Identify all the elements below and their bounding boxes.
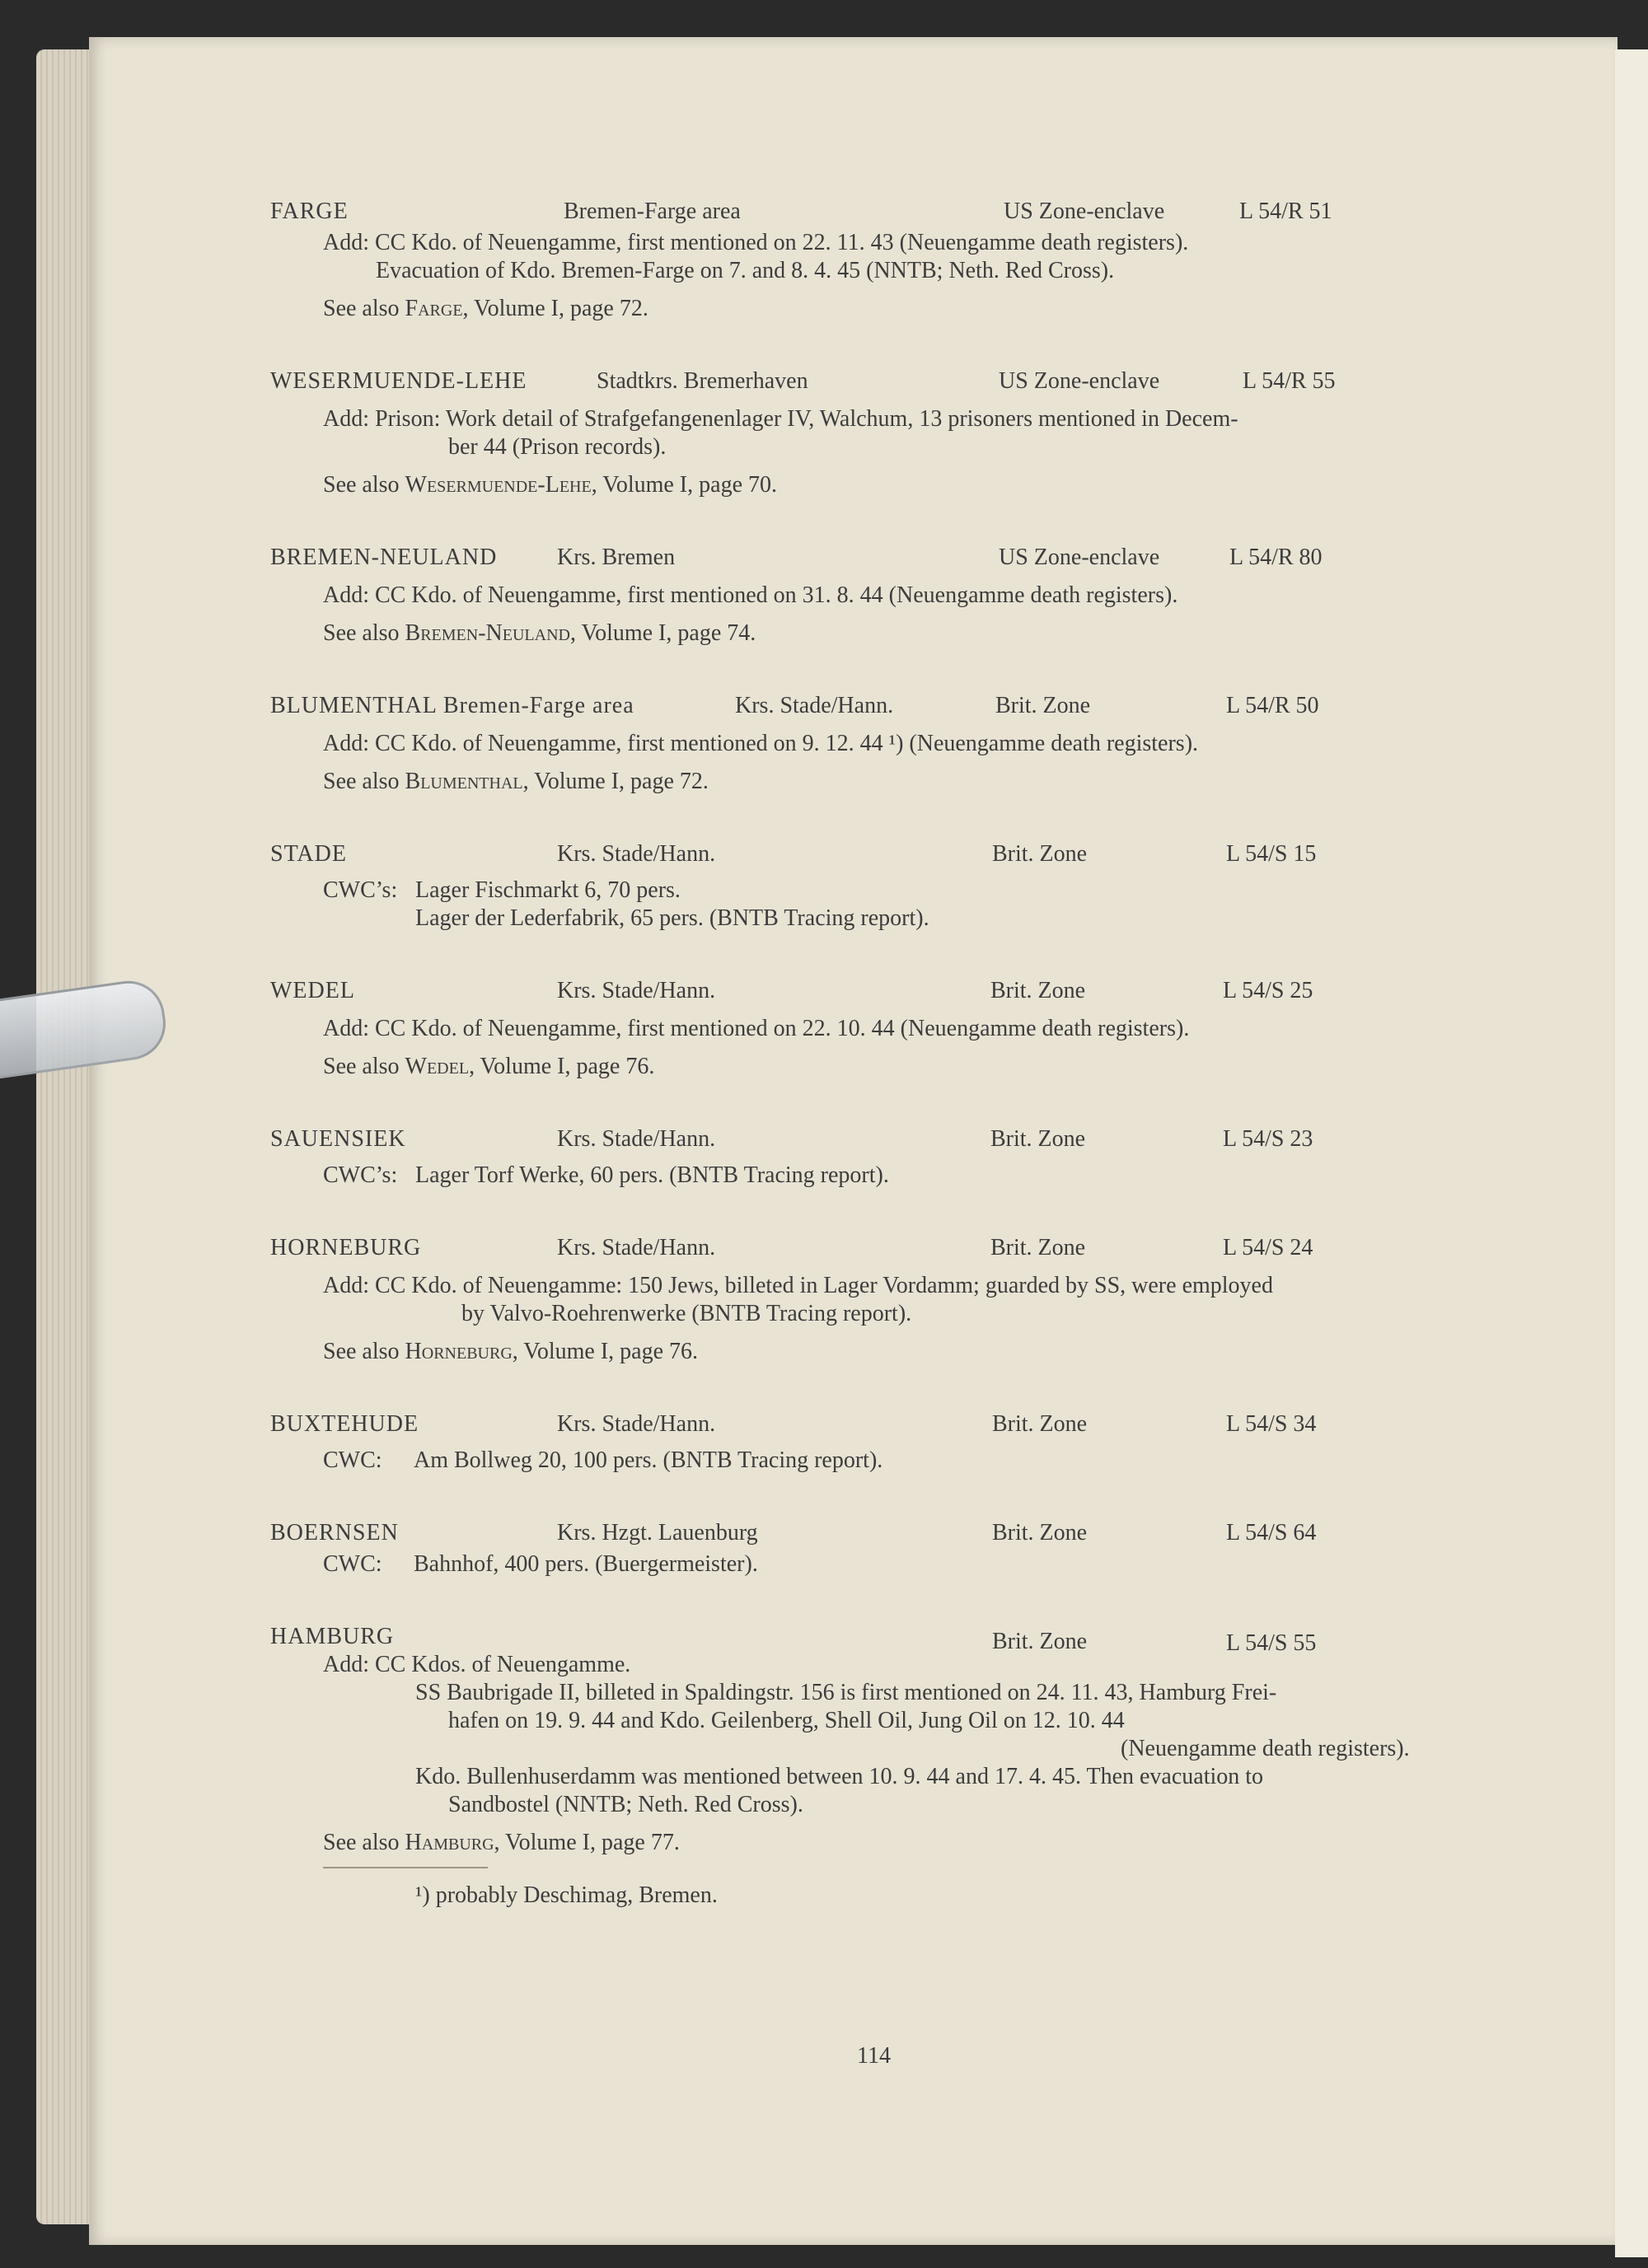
map-reference: L 54/R 55 <box>1243 368 1336 394</box>
see-also-place: Bremen-Neuland <box>405 620 570 646</box>
district: Krs. Stade/Hann. <box>557 1126 716 1152</box>
cwc-label: CWC: <box>323 1551 382 1577</box>
entry-farge <box>270 198 1506 323</box>
cwc-lines <box>415 877 929 933</box>
map-reference: L 54/S 64 <box>1226 1520 1317 1546</box>
see-also-place: Blumenthal <box>405 769 523 794</box>
see-also-place: Wedel <box>405 1054 470 1079</box>
see-also-reference: , Volume I, page 72. <box>462 296 648 321</box>
see-also-place: Farge <box>405 296 463 321</box>
see-also <box>323 1829 1506 1857</box>
addition-continuation: by Valvo-Roehrenwerke (BNTB Tracing report). <box>461 1301 912 1326</box>
district: Krs. Stade/Hann. <box>557 1235 716 1260</box>
addition-text: Add: CC Kdo. of Neuengamme, first mentioned on 22. 10. 44 (Neuengamme death registers). <box>323 1016 1190 1041</box>
zone: US Zone-enclave <box>999 368 1160 394</box>
addition-continuation: Evacuation of Kdo. Bremen-Farge on 7. and 8. 4. 45 (NNTB; Neth. Red Cross). <box>376 258 1115 283</box>
map-reference: L 54/R 50 <box>1226 693 1319 718</box>
zone: Brit. Zone <box>990 1126 1086 1152</box>
zone: Brit. Zone <box>995 693 1091 718</box>
see-also-place: Hamburg <box>405 1830 494 1855</box>
district: Krs. Stade/Hann. <box>735 693 894 718</box>
place-name: SAUENSIEK <box>270 1126 406 1152</box>
entry-header <box>270 367 1506 399</box>
see-also-place: Horneburg <box>405 1339 513 1364</box>
cwc-label: CWC’s: <box>323 877 398 903</box>
district: Bremen-Farge area <box>564 199 741 224</box>
map-reference: L 54/R 80 <box>1229 545 1323 570</box>
cwc-block <box>323 1550 1506 1578</box>
entry-wesermuende-lehe <box>270 367 1506 499</box>
see-also-prefix: See also <box>323 769 405 794</box>
cwc-lines <box>414 1550 758 1578</box>
see-also-prefix: See also <box>323 620 405 646</box>
footnote-rule <box>323 1867 488 1868</box>
place-name: HAMBURG <box>270 1624 395 1649</box>
zone: US Zone-enclave <box>999 545 1160 570</box>
district: Krs. Stade/Hann. <box>557 841 716 867</box>
cwc-block <box>323 877 1506 933</box>
see-also <box>323 471 1506 499</box>
entry-buxtehude <box>270 1410 1506 1475</box>
map-reference: L 54/S 25 <box>1223 978 1313 1003</box>
place-name: WESERMUENDE-LEHE <box>270 368 527 394</box>
entry-header <box>270 977 1506 1008</box>
map-reference: L 54/S 15 <box>1226 841 1317 867</box>
addition-text: Add: CC Kdo. of Neuengamme: 150 Jews, billeted in Lager Vordamm; guarded by SS, were employed <box>323 1273 1273 1298</box>
place-name: FARGE <box>270 199 349 224</box>
map-reference: L 54/R 51 <box>1239 199 1332 224</box>
see-also <box>323 768 1506 796</box>
entry-sauensiek <box>270 1125 1506 1190</box>
district: Krs. Bremen <box>557 545 676 570</box>
zone: Brit. Zone <box>992 841 1088 867</box>
entry-boernsen <box>270 1519 1506 1578</box>
entry-stade <box>270 840 1506 933</box>
addition-text: Add: CC Kdo. of Neuengamme, first mentioned on 9. 12. 44 ¹) (Neuengamme death registers). <box>323 731 1199 756</box>
see-also-place: Wesermuende-Lehe <box>405 472 592 498</box>
detail-line: SS Baubrigade II, billeted in Spaldingstr. 156 is first mentioned on 24. 11. 43, Hamburg Frei- <box>415 1680 1277 1705</box>
see-also-reference: , Volume I, page 74. <box>569 620 756 646</box>
place-name: WEDEL <box>270 978 355 1003</box>
place-name: BOERNSEN <box>270 1520 399 1546</box>
district: Krs. Stade/Hann. <box>557 1411 716 1437</box>
addition-text: Add: CC Kdo. of Neuengamme, first mentioned on 31. 8. 44 (Neuengamme death registers). <box>323 582 1178 608</box>
map-reference: L 54/S 24 <box>1223 1235 1313 1260</box>
see-also-reference: , Volume I, page 72. <box>522 769 709 794</box>
zone: Brit. Zone <box>990 1235 1086 1260</box>
cwc-lines <box>415 1162 889 1190</box>
see-also-prefix: See also <box>323 1339 405 1364</box>
entry-header <box>270 544 1506 575</box>
see-also-prefix: See also <box>323 1054 405 1079</box>
addition-text: Add: CC Kdos. of Neuengamme. <box>323 1652 631 1677</box>
entry-bremen-neuland <box>270 544 1506 648</box>
district: Stadtkrs. Bremerhaven <box>597 368 808 394</box>
detail-line: (Neuengamme death registers). <box>1121 1736 1410 1761</box>
detail-line: hafen on 19. 9. 44 and Kdo. Geilenberg, Shell Oil, Jung Oil on 12. 10. 44 <box>448 1708 1125 1733</box>
see-also <box>323 620 1506 648</box>
zone: Brit. Zone <box>990 978 1086 1003</box>
cwc-line: Lager der Lederfabrik, 65 pers. (BNTB Tracing report). <box>415 905 929 931</box>
zone: Brit. Zone <box>992 1629 1088 1654</box>
map-reference: L 54/S 23 <box>1223 1126 1313 1152</box>
see-also <box>323 1338 1506 1366</box>
place-name: HORNEBURG <box>270 1235 422 1260</box>
see-also-reference: , Volume I, page 70. <box>591 472 777 498</box>
entry-header <box>270 1623 1506 1656</box>
district: Krs. Stade/Hann. <box>557 978 716 1003</box>
see-also-reference: , Volume I, page 77. <box>494 1830 680 1855</box>
district: Krs. Hzgt. Lauenburg <box>557 1520 758 1546</box>
see-also-prefix: See also <box>323 1830 405 1855</box>
cwc-line: Lager Fischmarkt 6, 70 pers. <box>415 877 681 903</box>
entry-header <box>270 840 1506 872</box>
cwc-lines <box>414 1447 883 1475</box>
see-also-reference: , Volume I, page 76. <box>469 1054 655 1079</box>
see-also-reference: , Volume I, page 76. <box>512 1339 699 1364</box>
cwc-block <box>323 1162 1506 1190</box>
see-also <box>323 295 1506 323</box>
map-reference: L 54/S 34 <box>1226 1411 1317 1437</box>
detail-line: Kdo. Bullenhuserdamm was mentioned between 10. 9. 44 and 17. 4. 45. Then evacuation to <box>415 1764 1264 1789</box>
entry-header <box>270 1519 1506 1550</box>
cwc-label: CWC’s: <box>323 1162 398 1188</box>
entry-horneburg <box>270 1234 1506 1366</box>
cwc-line: Lager Torf Werke, 60 pers. (BNTB Tracing report). <box>415 1162 889 1188</box>
zone: Brit. Zone <box>992 1520 1088 1546</box>
zone: US Zone-enclave <box>1004 199 1165 224</box>
cwc-line: Bahnhof, 400 pers. (Buergermeister). <box>414 1551 758 1577</box>
see-also <box>323 1053 1506 1081</box>
hamburg-details <box>270 1679 1506 1819</box>
addition-text: Add: Prison: Work detail of Strafgefangenenlager IV, Walchum, 13 prisoners mentioned in Decem- <box>323 406 1238 432</box>
page-number: 114 <box>857 2043 891 2069</box>
addition-text: Add: CC Kdo. of Neuengamme, first mentioned on 22. 11. 43 (Neuengamme death registers). <box>323 230 1189 255</box>
cwc-label: CWC: <box>323 1447 382 1473</box>
entry-wedel <box>270 977 1506 1081</box>
cwc-block <box>323 1447 1506 1475</box>
entry-header <box>270 1410 1506 1442</box>
entry-header <box>270 1125 1506 1157</box>
cwc-line: Am Bollweg 20, 100 pers. (BNTB Tracing report). <box>414 1447 883 1473</box>
addition-continuation: ber 44 (Prison records). <box>448 434 667 460</box>
place-name: BLUMENTHAL Bremen-Farge area <box>270 693 634 718</box>
footnote: ¹) probably Deschimag, Bremen. <box>415 1882 718 1908</box>
see-also-prefix: See also <box>323 296 405 321</box>
entry-header <box>270 692 1506 723</box>
see-also-prefix: See also <box>323 472 405 498</box>
entry-hamburg <box>270 1623 1506 1857</box>
detail-line: Sandbostel (NNTB; Neth. Red Cross). <box>448 1792 803 1817</box>
map-reference: L 54/S 55 <box>1226 1630 1317 1656</box>
entry-header <box>270 198 1506 229</box>
zone: Brit. Zone <box>992 1411 1088 1437</box>
entry-blumenthal <box>270 692 1506 796</box>
page-content <box>270 198 1506 1910</box>
facing-page-edge <box>1615 49 1648 2257</box>
place-name: BREMEN-NEULAND <box>270 545 498 570</box>
entry-header <box>270 1234 1506 1265</box>
place-name: STADE <box>270 841 347 867</box>
place-name: BUXTEHUDE <box>270 1411 419 1437</box>
